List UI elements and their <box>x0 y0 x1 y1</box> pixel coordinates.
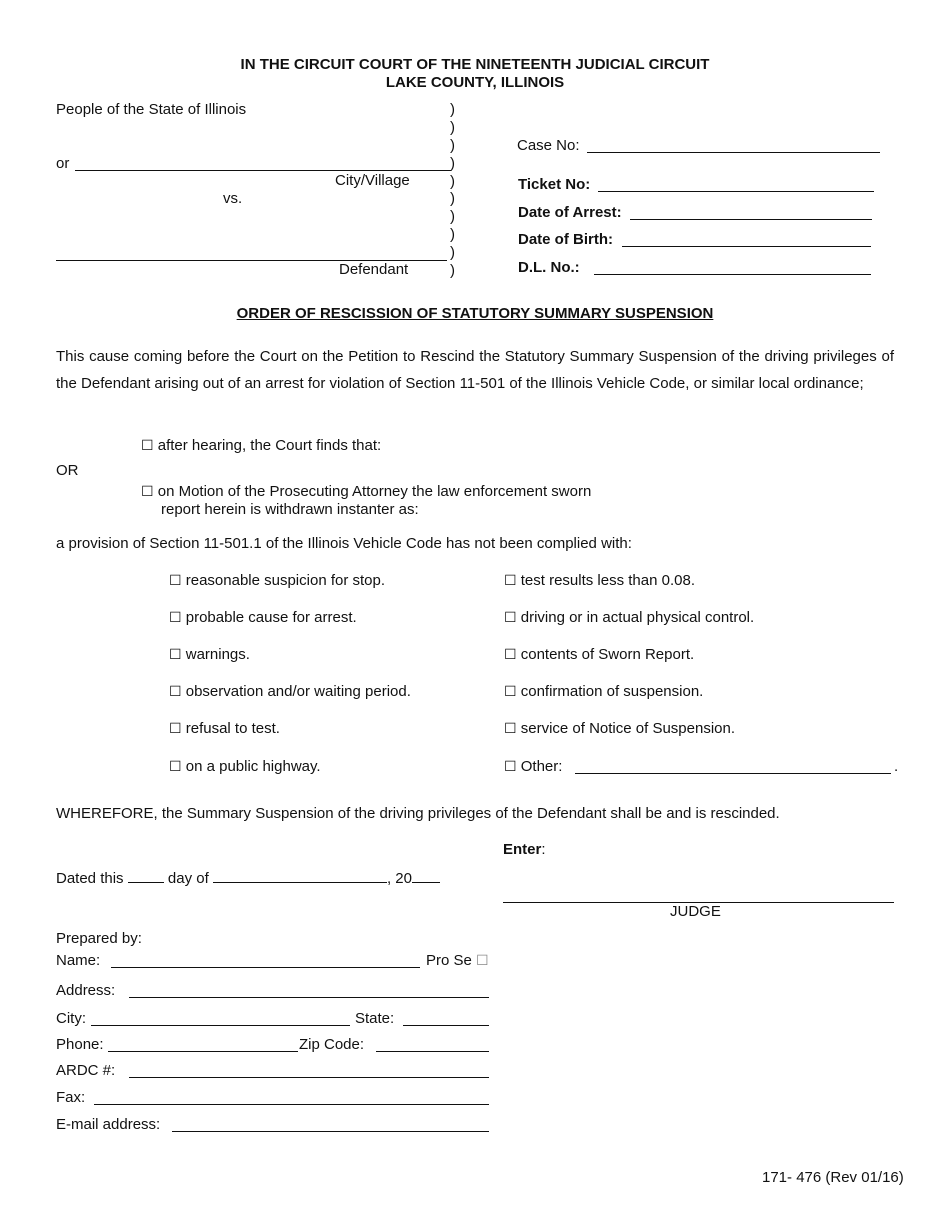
caption-paren: ) <box>450 137 455 154</box>
email-label: E-mail address: <box>56 1116 161 1133</box>
pro-se-label: Pro Se <box>426 952 472 969</box>
enter-heading <box>503 841 546 859</box>
year-prefix-label: , 20 <box>386 870 412 887</box>
motion-label-line1: on Motion of the Prosecuting Attorney the law enforcement sworn <box>157 483 592 500</box>
phone-label: Phone: <box>56 1036 104 1053</box>
date-of-arrest-label: Date of Arrest: <box>518 204 622 221</box>
ground-option[interactable] <box>169 683 411 701</box>
defendant-label: Defendant <box>339 261 409 278</box>
zip-code-label: Zip Code: <box>299 1036 365 1053</box>
ground-option[interactable] <box>169 646 250 664</box>
ground-option[interactable] <box>504 758 562 776</box>
ground-label: driving or in actual physical control. <box>520 609 755 626</box>
ground-label: contents of Sworn Report. <box>520 646 695 663</box>
ground-option[interactable] <box>169 572 385 590</box>
ground-option[interactable] <box>169 720 280 738</box>
phone-field[interactable] <box>108 1051 298 1052</box>
caption-paren: ) <box>450 190 455 207</box>
dated-line <box>56 868 440 888</box>
county-name: LAKE COUNTY, ILLINOIS <box>385 74 565 91</box>
motion-checkbox[interactable]: ☐ <box>141 484 154 500</box>
dl-no-label: D.L. No.: <box>518 259 580 276</box>
ground-option[interactable] <box>504 720 735 738</box>
wherefore-text: WHEREFORE, the Summary Suspension of the driving privileges of the Defendant shall be and is rescinded. <box>56 805 780 822</box>
name-label: Name: <box>56 952 101 969</box>
city-village-label: City/Village <box>335 172 410 189</box>
date-of-birth-label: Date of Birth: <box>518 231 613 248</box>
enter-colon: : <box>541 841 546 858</box>
ground-checkbox[interactable]: ☐ <box>169 684 182 700</box>
caption-paren: ) <box>450 208 455 225</box>
fax-label: Fax: <box>56 1089 86 1106</box>
email-field[interactable] <box>172 1131 489 1132</box>
court-name: IN THE CIRCUIT COURT OF THE NINETEENTH JUDICIAL CIRCUIT <box>240 56 710 73</box>
ground-checkbox[interactable]: ☐ <box>169 721 182 737</box>
ardc-label: ARDC #: <box>56 1062 116 1079</box>
ground-checkbox[interactable]: ☐ <box>169 610 182 626</box>
dated-this-label: Dated this <box>56 870 124 887</box>
ticket-no-label: Ticket No: <box>518 176 591 193</box>
ground-checkbox[interactable]: ☐ <box>504 721 517 737</box>
ground-option[interactable] <box>504 572 695 590</box>
ticket-no-field[interactable] <box>598 191 874 192</box>
ground-label: probable cause for arrest. <box>185 609 357 626</box>
motion-label-line2: report herein is withdrawn instanter as: <box>161 501 419 518</box>
pro-se-checkbox[interactable]: ☐ <box>476 953 489 969</box>
case-no-field[interactable] <box>587 152 880 153</box>
caption-paren: ) <box>450 155 455 172</box>
ground-option[interactable] <box>504 646 694 664</box>
or-label: or <box>56 155 70 172</box>
enter-label: Enter <box>503 841 542 858</box>
ground-checkbox[interactable]: ☐ <box>169 573 182 589</box>
other-field[interactable] <box>575 773 891 774</box>
city-label: City: <box>56 1010 86 1027</box>
ground-checkbox[interactable]: ☐ <box>169 759 182 775</box>
vs-label: vs. <box>223 190 243 207</box>
dl-no-field[interactable] <box>594 274 871 275</box>
pro-se-option[interactable] <box>426 952 489 970</box>
address-label: Address: <box>56 982 116 999</box>
caption-paren: ) <box>450 119 455 136</box>
caption-paren: ) <box>450 226 455 243</box>
date-of-arrest-field[interactable] <box>630 219 872 220</box>
caption-paren: ) <box>450 173 455 190</box>
address-field[interactable] <box>129 997 489 998</box>
ground-option[interactable] <box>504 609 754 627</box>
plaintiff-label: People of the State of Illinois <box>56 101 247 118</box>
ground-checkbox[interactable]: ☐ <box>169 647 182 663</box>
caption-paren: ) <box>450 262 455 279</box>
ground-option[interactable] <box>169 609 357 627</box>
name-field[interactable] <box>111 967 420 968</box>
ground-checkbox[interactable]: ☐ <box>504 684 517 700</box>
ground-label: on a public highway. <box>185 758 321 775</box>
caption-paren: ) <box>450 244 455 261</box>
caption-paren: ) <box>450 101 455 118</box>
case-no-label: Case No: <box>517 137 580 154</box>
after-hearing-checkbox[interactable]: ☐ <box>141 438 154 454</box>
ground-label: service of Notice of Suspension. <box>520 720 736 737</box>
prepared-by-label: Prepared by: <box>56 930 142 947</box>
ground-checkbox[interactable]: ☐ <box>504 647 517 663</box>
provision-text: a provision of Section 11-501.1 of the Illinois Vehicle Code has not been complied with: <box>56 535 632 552</box>
ground-label: test results less than 0.08. <box>520 572 695 589</box>
ground-option[interactable] <box>504 683 703 701</box>
other-period: . <box>894 758 899 775</box>
zip-code-field[interactable] <box>376 1051 489 1052</box>
state-field[interactable] <box>403 1025 489 1026</box>
dated-month-field[interactable] <box>213 868 387 883</box>
intro-paragraph: This cause coming before the Court on the Petition to Rescind the Statutory Summary Suspension of the driving privileges of the Defendant arising out of an arrest for violation of Section 11-501 of the Illinois Vehicle Code, or similar local ordinance; <box>56 348 894 392</box>
fax-field[interactable] <box>94 1104 489 1105</box>
or-separator: OR <box>56 462 79 479</box>
city-village-line[interactable] <box>75 170 451 171</box>
ground-checkbox[interactable]: ☐ <box>504 610 517 626</box>
state-label: State: <box>355 1010 395 1027</box>
ground-label: refusal to test. <box>185 720 280 737</box>
date-of-birth-field[interactable] <box>622 246 871 247</box>
dated-day-field[interactable] <box>128 868 164 883</box>
judge-label: JUDGE <box>670 903 721 920</box>
ground-checkbox[interactable]: ☐ <box>504 573 517 589</box>
motion-option[interactable] <box>141 483 591 501</box>
ground-option[interactable] <box>169 758 321 776</box>
ground-label: observation and/or waiting period. <box>185 683 411 700</box>
ground-checkbox[interactable]: ☐ <box>504 759 517 775</box>
form-number: 171- 476 (Rev 01/16) <box>762 1169 904 1186</box>
dated-year-field[interactable] <box>412 868 440 883</box>
order-title: ORDER OF RESCISSION OF STATUTORY SUMMARY SUSPENSION <box>236 305 714 322</box>
ground-label: warnings. <box>185 646 250 663</box>
after-hearing-option[interactable] <box>141 437 381 455</box>
ardc-field[interactable] <box>129 1077 489 1078</box>
city-field[interactable] <box>91 1025 350 1026</box>
ground-label: Other: <box>520 758 563 775</box>
ground-label: confirmation of suspension. <box>520 683 704 700</box>
day-of-label: day of <box>167 870 209 887</box>
ground-label: reasonable suspicion for stop. <box>185 572 386 589</box>
after-hearing-label: after hearing, the Court finds that: <box>157 437 382 454</box>
